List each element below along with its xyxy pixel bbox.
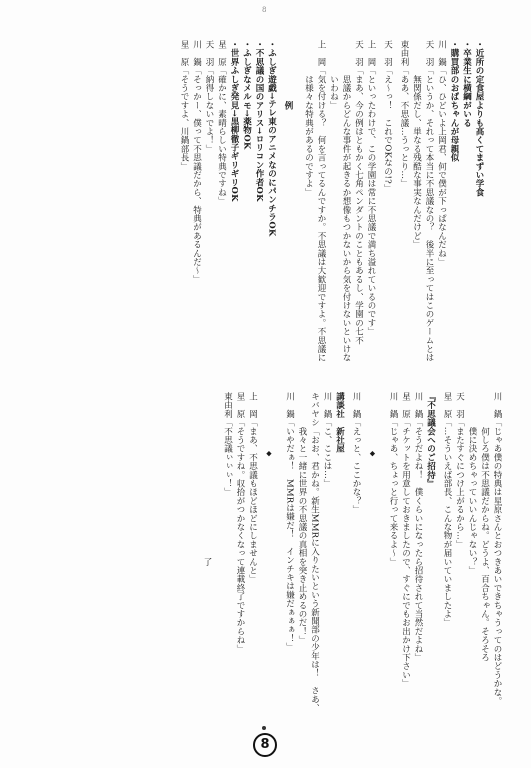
list-item: 講談社 新社屋 bbox=[334, 392, 345, 453]
upper-text-block bbox=[45, 40, 485, 370]
dialogue-line: 星 原「チケットを用意しておきましたので、すぐにでもお出かけ下さい」 bbox=[400, 392, 411, 688]
list-item: ・世界ふしぎ発見→黒柳徹子ギリギリOK bbox=[229, 40, 239, 202]
dialogue-line: 川 鍋「じゃあ僕の特典は星原さんとおつきあいできちゃうってのはどうかな。 bbox=[492, 392, 502, 706]
dialogue-line: 何しろ僕は不思議だからね。どうよ、百合ちゃん。そろそろ bbox=[479, 392, 490, 662]
dialogue-line: 星 原「…そういえば部長、こんな物が届いていましたよ」 bbox=[442, 392, 452, 627]
column-spacer bbox=[259, 392, 263, 722]
dialogue-line: 天 羽「またすぐにつけ上がるから…」 bbox=[454, 392, 465, 549]
dialogue-line: 思議からどんな事件が起きるか想像もつかないから気を付けないといけな bbox=[341, 40, 351, 362]
top-page-mark: 8 bbox=[262, 6, 267, 14]
dialogue-line: 天 羽「納得しないでよ！」 bbox=[204, 40, 214, 154]
dialogue-line: 東由利「不思議ぃぃぃ！」 bbox=[222, 392, 233, 497]
page-number-ornament bbox=[262, 726, 266, 730]
dialogue-line: 川 鍋「そうだよね！ 僕くらいになったら招待されて当然だよね」 bbox=[413, 392, 423, 662]
page-number: 8 bbox=[253, 733, 277, 757]
dialogue-line: 天 羽「まあ、今の例はともかく七角ペンダントのこともあるし、学園の七不 bbox=[353, 40, 364, 345]
dialogue-line: 川 鍋「そっかー、僕って不思議だから、特典があるんだ～」 bbox=[191, 40, 202, 284]
dialogue-line: 了 bbox=[202, 392, 212, 566]
column-spacer bbox=[394, 40, 398, 370]
section-divider: ◆ bbox=[368, 392, 377, 458]
dialogue-line: 川 鍋「じゃあ、ちょっと行って来るよ～」 bbox=[388, 392, 398, 566]
dialogue-line: 川 鍋「ひ、ひどいよ上岡君、何で僕が下っぱなんだね」 bbox=[436, 40, 447, 267]
list-item: ・近所の定食屋よりも高くてまずい学食 bbox=[474, 40, 484, 197]
dialogue-line: 星 原「確かに、素晴らしい特典ですね」 bbox=[216, 40, 227, 206]
list-item: ・ふしぎなメルモ→薬物OK bbox=[241, 40, 252, 150]
list-item: 『不思議会へのご招待』 bbox=[425, 392, 436, 488]
section-divider: ◆ bbox=[265, 392, 273, 458]
column-spacer bbox=[346, 392, 350, 722]
dialogue-line: キバヤシ「おお、君かね。新生MMRに入りたいという新聞部の少年は！ さあ、 bbox=[309, 392, 320, 713]
dialogue-line: 天 羽「というか、それって本当に不思議なの？ 後半に至ってはこのゲームとは bbox=[424, 40, 434, 362]
column-spacer bbox=[275, 392, 283, 722]
list-item: ・卒業生に横綱がいる bbox=[461, 40, 472, 127]
dialogue-line: 東由利「ああ、不思議…うっとり…」 bbox=[399, 40, 409, 188]
list-item: ・ふしぎ遊戯→テレ東のアニメなのにパンチラOK bbox=[266, 40, 277, 237]
dialogue-line: 上 岡「といったわけで、この学園は常に不思議で満ち溢れているのです」 bbox=[366, 40, 376, 336]
dialogue-line: は様々な特典があるのですよ」 bbox=[303, 40, 314, 197]
dialogue-line: 川 鍋「えっと、ここかな？」 bbox=[351, 392, 361, 514]
dialogue-line: いわね」 bbox=[328, 40, 339, 110]
column-spacer bbox=[294, 40, 302, 370]
dialogue-line: 上 岡「気を付ける？ 何を言ってるんですか。不思議は大歓迎ですよ。不思議に bbox=[316, 40, 326, 362]
column-spacer bbox=[379, 392, 387, 722]
column-spacer bbox=[278, 40, 282, 370]
dialogue-line: 星 原「そうですね。収拾がつかなくなって連載終了ですからね」 bbox=[235, 392, 245, 653]
dialogue-line: 上 岡「まあ、不思議もほどほどにしませんと」 bbox=[247, 392, 258, 584]
dialogue-line: 我々と一緒に世界の不思議の真相を突き止めるのだ！」 bbox=[297, 392, 307, 645]
lower-text-block bbox=[63, 392, 503, 722]
dialogue-line: 川 鍋「こ、ここは…」 bbox=[322, 392, 332, 488]
list-item: ・購買部のおばちゃんが母親似 bbox=[449, 40, 459, 162]
dialogue-line: 僕に決めちゃっていいんじゃない？」 bbox=[467, 392, 477, 575]
column-spacer bbox=[437, 392, 441, 722]
dialogue-line: 星 原「そうですよ、川鍋部長」 bbox=[179, 40, 189, 171]
dialogue-line: 天 羽「え～っ！ これでOKなの!?」 bbox=[382, 40, 393, 193]
list-item: ・不思議の国のアリス→ロリコン作者OK bbox=[254, 40, 264, 202]
dialogue-line: 川 鍋「いやだぁ！ MMRは嫌だ！ インチキは嫌だぁぁぁ！」 bbox=[284, 392, 295, 652]
column-spacer bbox=[213, 392, 221, 722]
list-item: 例 bbox=[283, 40, 293, 110]
dialogue-line: 無関係だし、単なる残酷な事実なんだけど」 bbox=[411, 40, 422, 249]
